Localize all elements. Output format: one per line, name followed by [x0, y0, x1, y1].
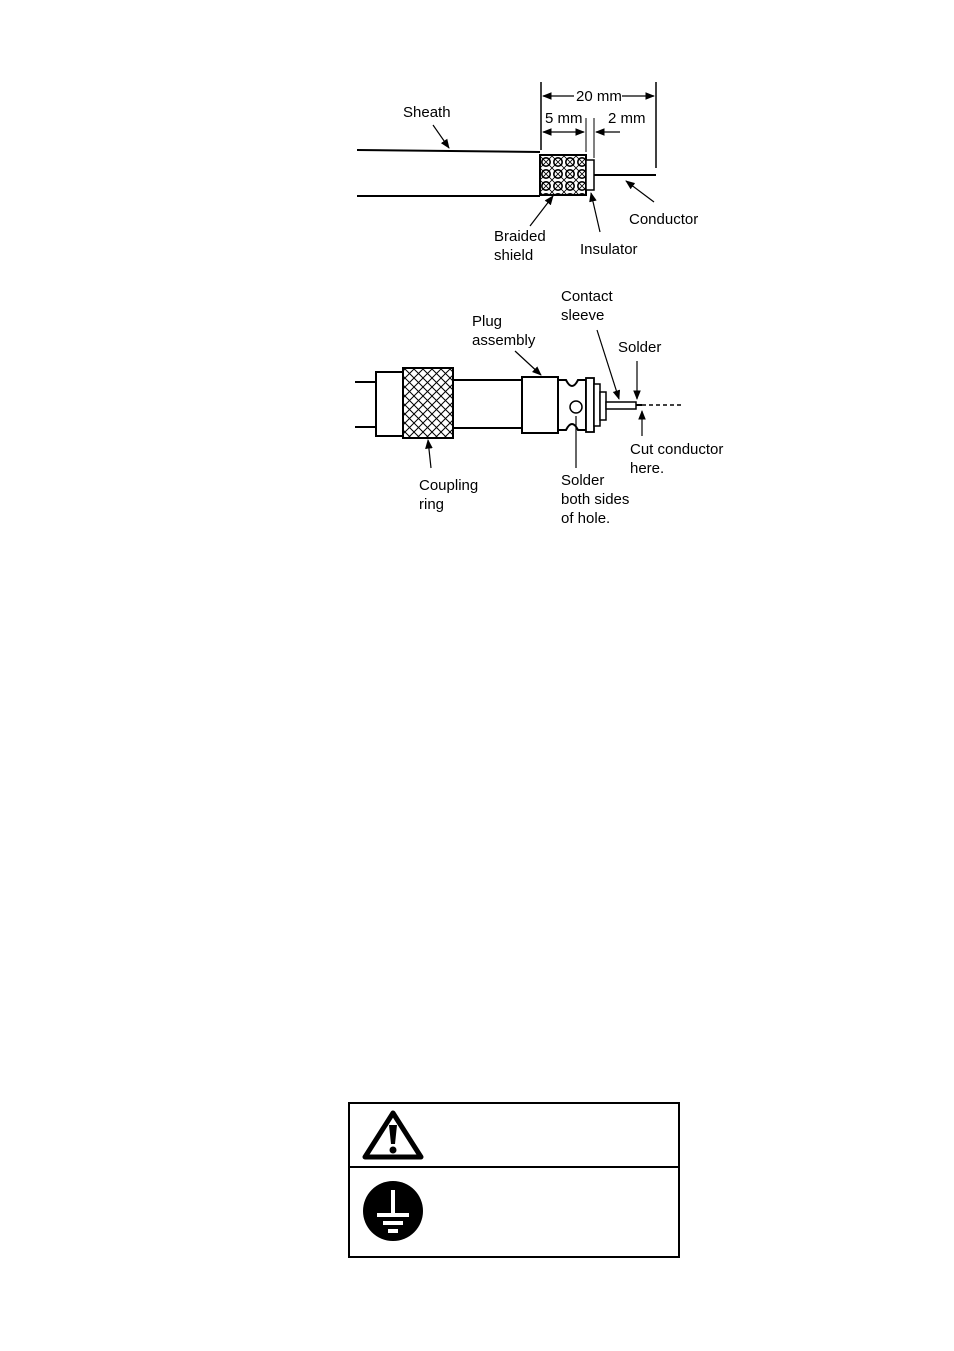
coupling-ring-shape — [403, 368, 453, 438]
label-insulator: Insulator — [580, 241, 638, 258]
label-coupling-ring-line2: ring — [419, 496, 445, 513]
label-sheath: Sheath — [403, 104, 451, 121]
plug-body-shape — [522, 377, 558, 433]
label-conductor: Conductor — [629, 211, 699, 228]
label-braided-shield-line1: Braided — [494, 228, 546, 245]
braided-shield-shape — [540, 155, 586, 195]
sheath-outline-top — [357, 150, 540, 152]
label-plug-assembly-line2: assembly — [472, 332, 536, 349]
stripped-cable-figure — [357, 82, 698, 264]
label-cut-conductor-line2: here. — [630, 460, 665, 477]
label-solder: Solder — [618, 339, 662, 356]
dimension-shield-label: 5 mm — [545, 110, 583, 127]
warning-box — [348, 1102, 680, 1258]
label-contact-sleeve-line2: sleeve — [561, 307, 605, 324]
label-solder-hole-line1: Solder — [561, 472, 605, 489]
label-coupling-ring-line1: Coupling — [419, 477, 479, 494]
dimension-total-label: 20 mm — [576, 88, 622, 105]
label-solder-hole-line3: of hole. — [561, 510, 611, 527]
label-cut-conductor-line1: Cut conductor — [630, 441, 724, 458]
warning-triangle-icon — [362, 1110, 424, 1165]
label-solder-hole-line2: both sides — [561, 491, 630, 508]
warning-divider — [350, 1166, 678, 1168]
contact-sleeve-shape — [606, 402, 636, 409]
label-braided-shield-line2: shield — [494, 247, 534, 264]
dimension-insulator-label: 2 mm — [608, 110, 646, 127]
plug-assembly-figure — [355, 288, 723, 527]
ground-icon — [362, 1180, 424, 1247]
label-plug-assembly-line1: Plug — [472, 313, 503, 330]
label-contact-sleeve-line1: Contact — [561, 288, 613, 305]
cable-preparation-diagram — [0, 0, 954, 560]
insulator-shape — [586, 160, 594, 190]
solder-hole — [570, 401, 582, 413]
